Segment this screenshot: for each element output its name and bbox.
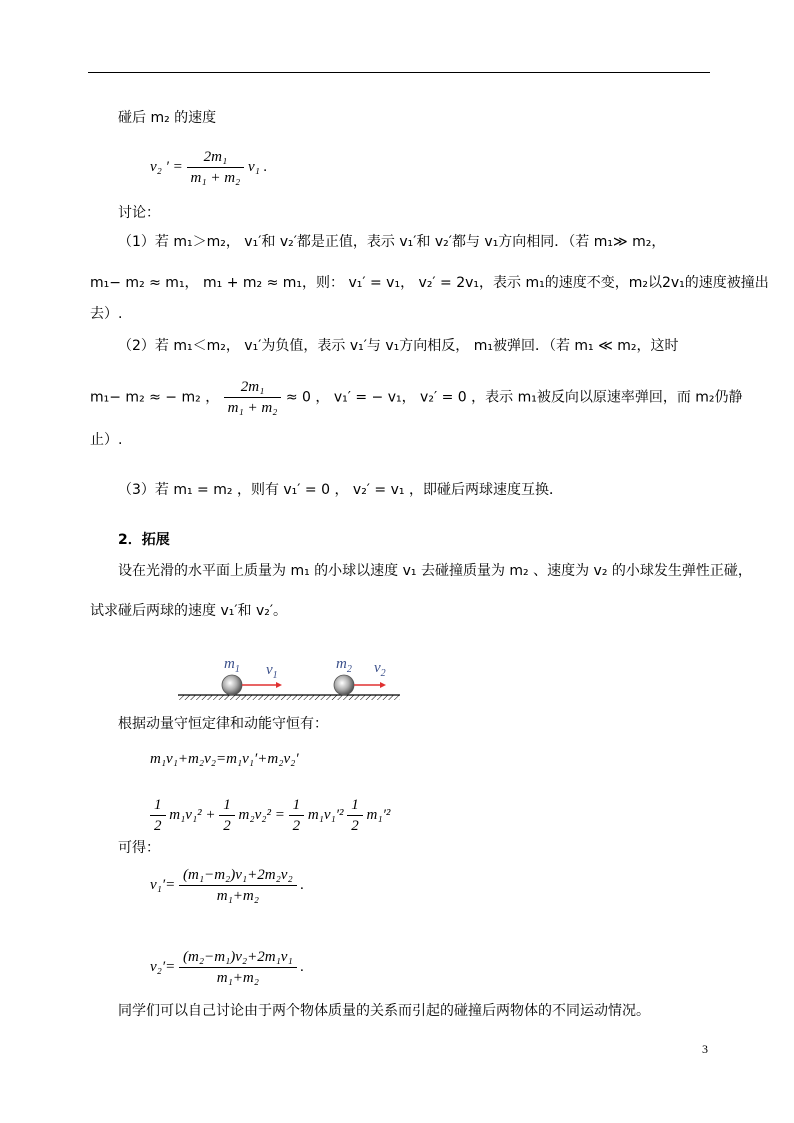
- law-line: 根据动量守恒定律和动能守恒有：: [118, 716, 328, 732]
- eq-v2-num: (m₂−m₁)v₂+2m₁v₁: [179, 948, 297, 968]
- equation-v1-result: [150, 866, 304, 905]
- eq1-lhs: v₂ ′ =: [150, 158, 183, 175]
- ball-m2: [334, 675, 354, 695]
- extension-line1: 设在光滑的水平面上质量为 m₁ 的小球以速度 v₁ 去碰撞质量为 m₂ 、速度为 v₂ 的小球发生弹性正碰，: [118, 563, 752, 579]
- energy-term-1: m₁v₁² +: [169, 806, 216, 823]
- energy-frac-2-den: 2: [223, 818, 231, 834]
- energy-frac-3-num: 1: [289, 796, 305, 816]
- discuss-label: 讨论：: [118, 205, 160, 221]
- case1-line3: 去）.: [90, 306, 123, 322]
- intro-text: 碰后 m₂ 的速度: [118, 110, 217, 126]
- label-v1: $v_1$: [266, 662, 278, 681]
- closing-text: 同学们可以自己讨论由于两个物体质量的关系而引起的碰撞后两物体的不同运动情况。: [118, 1003, 650, 1019]
- case2-line2: [90, 378, 743, 417]
- can-get-label: 可得：: [118, 840, 160, 856]
- label-v2: $v_2$: [374, 660, 386, 679]
- ball-m1: [222, 675, 242, 695]
- eq-v2-end: .: [300, 958, 305, 975]
- energy-frac-3: [289, 796, 305, 835]
- case1-line2: m₁− m₂ ≈ m₁， m₁ + m₂ ≈ m₁，则： v₁′ = v₁， v₂′ = 2v₁，表示 m₁的速度不变，m₂以2v₁的速度被撞出: [90, 275, 769, 291]
- arrowhead-v2: [380, 682, 386, 688]
- case2-fraction: [224, 378, 282, 417]
- eq-v2-den: m₁+m₂: [216, 970, 259, 986]
- eq-v1-num: (m₁−m₂)v₁+2m₂v₂: [179, 866, 297, 886]
- energy-frac-2: [219, 796, 235, 835]
- case2-frac-num: 2m₁: [224, 378, 282, 398]
- equation-v2-result: [150, 948, 304, 987]
- energy-frac-1-num: 1: [150, 796, 166, 816]
- case2-line2-end: ≈ 0 ， v₁′ = − v₁， v₂′ = 0 ，表示 m₁被反向以原速率弹回，而 m₂仍静: [285, 389, 743, 406]
- eq-v1-den: m₁+m₂: [216, 888, 259, 904]
- eq1-rhs: v₁ .: [248, 158, 268, 175]
- ground-hatch: [178, 695, 400, 700]
- eq1-fraction: [187, 148, 245, 187]
- energy-frac-1: [150, 796, 166, 835]
- momentum-equation: m₁v₁+m₂v₂=m₁v₁′+m₂v₂′: [150, 751, 299, 767]
- eq-v1-fraction: [179, 866, 297, 905]
- energy-term-2: m₂v₂² =: [238, 806, 285, 823]
- collision-figure: [178, 650, 400, 706]
- arrowhead-v1: [276, 682, 282, 688]
- equation-v2-prime: [150, 148, 267, 187]
- eq1-denominator: m₁ + m₂: [190, 170, 241, 186]
- energy-frac-2-num: 1: [219, 796, 235, 816]
- case3-line: （3）若 m₁ = m₂ ，则有 v₁′ = 0 ， v₂′ = v₁ ，即碰后两球速度互换．: [118, 482, 563, 498]
- case2-line3: 止）.: [90, 432, 123, 448]
- energy-term-3: m₁v₁′²: [307, 806, 344, 823]
- energy-frac-4: [347, 796, 363, 835]
- case2-line2-start: m₁− m₂ ≈ − m₂ ，: [90, 389, 220, 406]
- energy-equation: [150, 796, 390, 835]
- extension-line2: 试求碰后两球的速度 v₁′和 v₂′。: [90, 603, 288, 619]
- eq1-numerator: 2m₁: [187, 148, 245, 168]
- case1-line1: （1）若 m₁＞m₂， v₁′和 v₂′都是正值，表示 v₁′和 v₂′都与 v₁方向相同．（若 m₁≫ m₂，: [118, 234, 666, 250]
- energy-frac-4-den: 2: [351, 818, 359, 834]
- label-m1: $m_1$: [224, 656, 240, 675]
- label-m2: $m_2$: [336, 656, 352, 675]
- header-rule: [88, 72, 710, 73]
- eq-v1-lhs: v₁′=: [150, 876, 176, 893]
- section-title: 2．拓展: [118, 532, 170, 548]
- case2-frac-den: m₁ + m₂: [227, 400, 278, 416]
- energy-frac-3-den: 2: [292, 818, 301, 834]
- case2-line1: （2）若 m₁＜m₂， v₁′为负值，表示 v₁′与 v₁方向相反， m₁被弹回．（若 m₁ ≪ m₂，这时: [118, 338, 679, 354]
- eq-v2-fraction: [179, 948, 297, 987]
- eq-v2-lhs: v₂′=: [150, 958, 176, 975]
- energy-term-4: m₁′²: [366, 806, 391, 823]
- page-number: 3: [702, 1042, 708, 1056]
- energy-frac-4-num: 1: [347, 796, 363, 816]
- energy-frac-1-den: 2: [154, 818, 162, 834]
- eq-v1-end: .: [300, 876, 305, 893]
